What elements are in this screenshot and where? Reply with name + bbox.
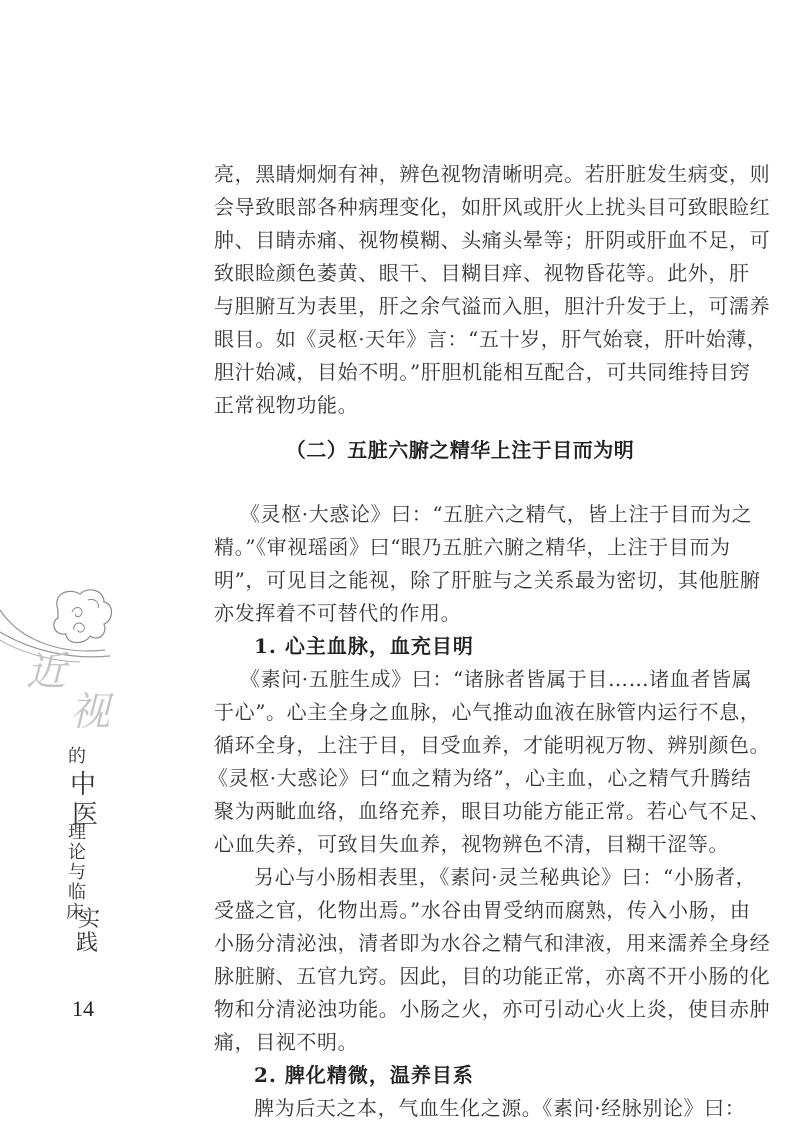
page-number: 14 [72, 996, 94, 1021]
text-line: 脾为后天之本，气血生化之源。《素问·经脉别论》曰： [254, 1096, 746, 1120]
text-line: 另心与小肠相表里，《素问·灵兰秘典论》曰：“小肠者， [254, 865, 757, 889]
side-title-char: 临 [68, 882, 86, 903]
side-title-char: 医 [72, 800, 99, 830]
side-title-char: 视 [70, 689, 110, 735]
side-title-char: 近 [26, 649, 66, 695]
text-line: 受盛之官，化物出焉。”水谷由胃受纳而腐熟，传入小肠，由 [214, 898, 751, 922]
side-title-char: 理 [68, 822, 86, 843]
text-line: 聚为两眦血络，血络充养，眼目功能方能正常。若心气不足、 [214, 799, 771, 823]
text-line: 脉脏腑、五官九窍。因此，目的功能正常，亦离不开小肠的化 [214, 964, 771, 988]
text-line: 眼目。如《灵枢·天年》言：“五十岁，肝气始衰，肝叶始薄， [214, 327, 768, 351]
side-title-char: 与 [68, 862, 86, 883]
text-line: 循环全身，上注于目，目受血养，才能明视万物、辨别颜色。 [214, 733, 771, 757]
text-line: 明”，可见目之能视，除了肝脏与之关系最为密切，其他脏腑 [214, 568, 761, 592]
text-line: 小肠分清泌浊，清者即为水谷之精气和津液，用来濡养全身经 [214, 931, 771, 955]
side-title-char: 的 [68, 746, 86, 767]
text-line: 胆汁始减，目始不明。”肝胆机能相互配合，可共同维持目窍 [214, 360, 751, 384]
text-line: 正常视物功能。 [214, 393, 359, 417]
text-line: 亦发挥着不可替代的作用。 [214, 601, 462, 625]
text-line: 精。”《审视瑶函》曰“眼乃五脏六腑之精华，上注于目而为 [214, 535, 731, 559]
text-line: 《灵枢·大惑论》曰：“五脏六之精气，皆上注于目而为之 [240, 502, 753, 526]
text-line: 物和分清泌浊功能。小肠之火，亦可引动心火上炎，使目赤肿 [214, 997, 771, 1021]
text-line: 亮，黑睛炯炯有神，辨色视物清晰明亮。若肝脏发生病变，则 [214, 162, 771, 186]
paragraph-small-intestine [214, 861, 771, 1059]
section-heading: （二）五脏六腑之精华上注于目而为明 [285, 438, 635, 462]
subheading-heart: 1. 心主血脉，血充目明 [254, 634, 474, 658]
paragraph-liver-eye [214, 158, 771, 422]
paragraph-spleen [214, 1092, 746, 1125]
text-line: 会导致眼部各种病理变化，如肝风或肝火上扰头目可致眼睑红 [214, 195, 771, 219]
side-title-char: 践 [76, 931, 99, 956]
text-line: 痛，目视不明。 [214, 1030, 359, 1054]
text-line: 与胆腑互为表里，肝之余气溢而入胆，胆汁升发于上，可濡养 [214, 294, 771, 318]
text-line: 《素问·五脏生成》曰：“诸脉者皆属于目……诸血者皆属 [240, 667, 753, 691]
text-line: 《灵枢·大惑论》曰“血之精为络”，心主血，心之精气升腾结 [208, 766, 752, 790]
text-line: 肿、目睛赤痛、视物模糊、头痛头晕等；肝阴或肝血不足，可 [214, 228, 771, 252]
text-line: 于心”。心主全身之血脉，心气推动血液在脉管内运行不息， [214, 700, 761, 724]
side-title-char: 床 [66, 902, 84, 923]
paragraph-five-organs [214, 498, 761, 630]
text-line: 致眼睑颜色萎黄、眼干、目糊目痒、视物昏花等。此外，肝 [214, 261, 750, 285]
side-title-char: 实 [78, 907, 101, 932]
side-title-char: 论 [68, 842, 86, 863]
paragraph-heart [208, 663, 771, 861]
text-line: 心血失养，可致目失血养，视物辨色不清，目糊干涩等。 [214, 832, 729, 856]
body-text [208, 158, 771, 1125]
subheading-spleen: 2. 脾化精微，温养目系 [254, 1063, 474, 1087]
side-title-char: 中 [70, 770, 97, 800]
